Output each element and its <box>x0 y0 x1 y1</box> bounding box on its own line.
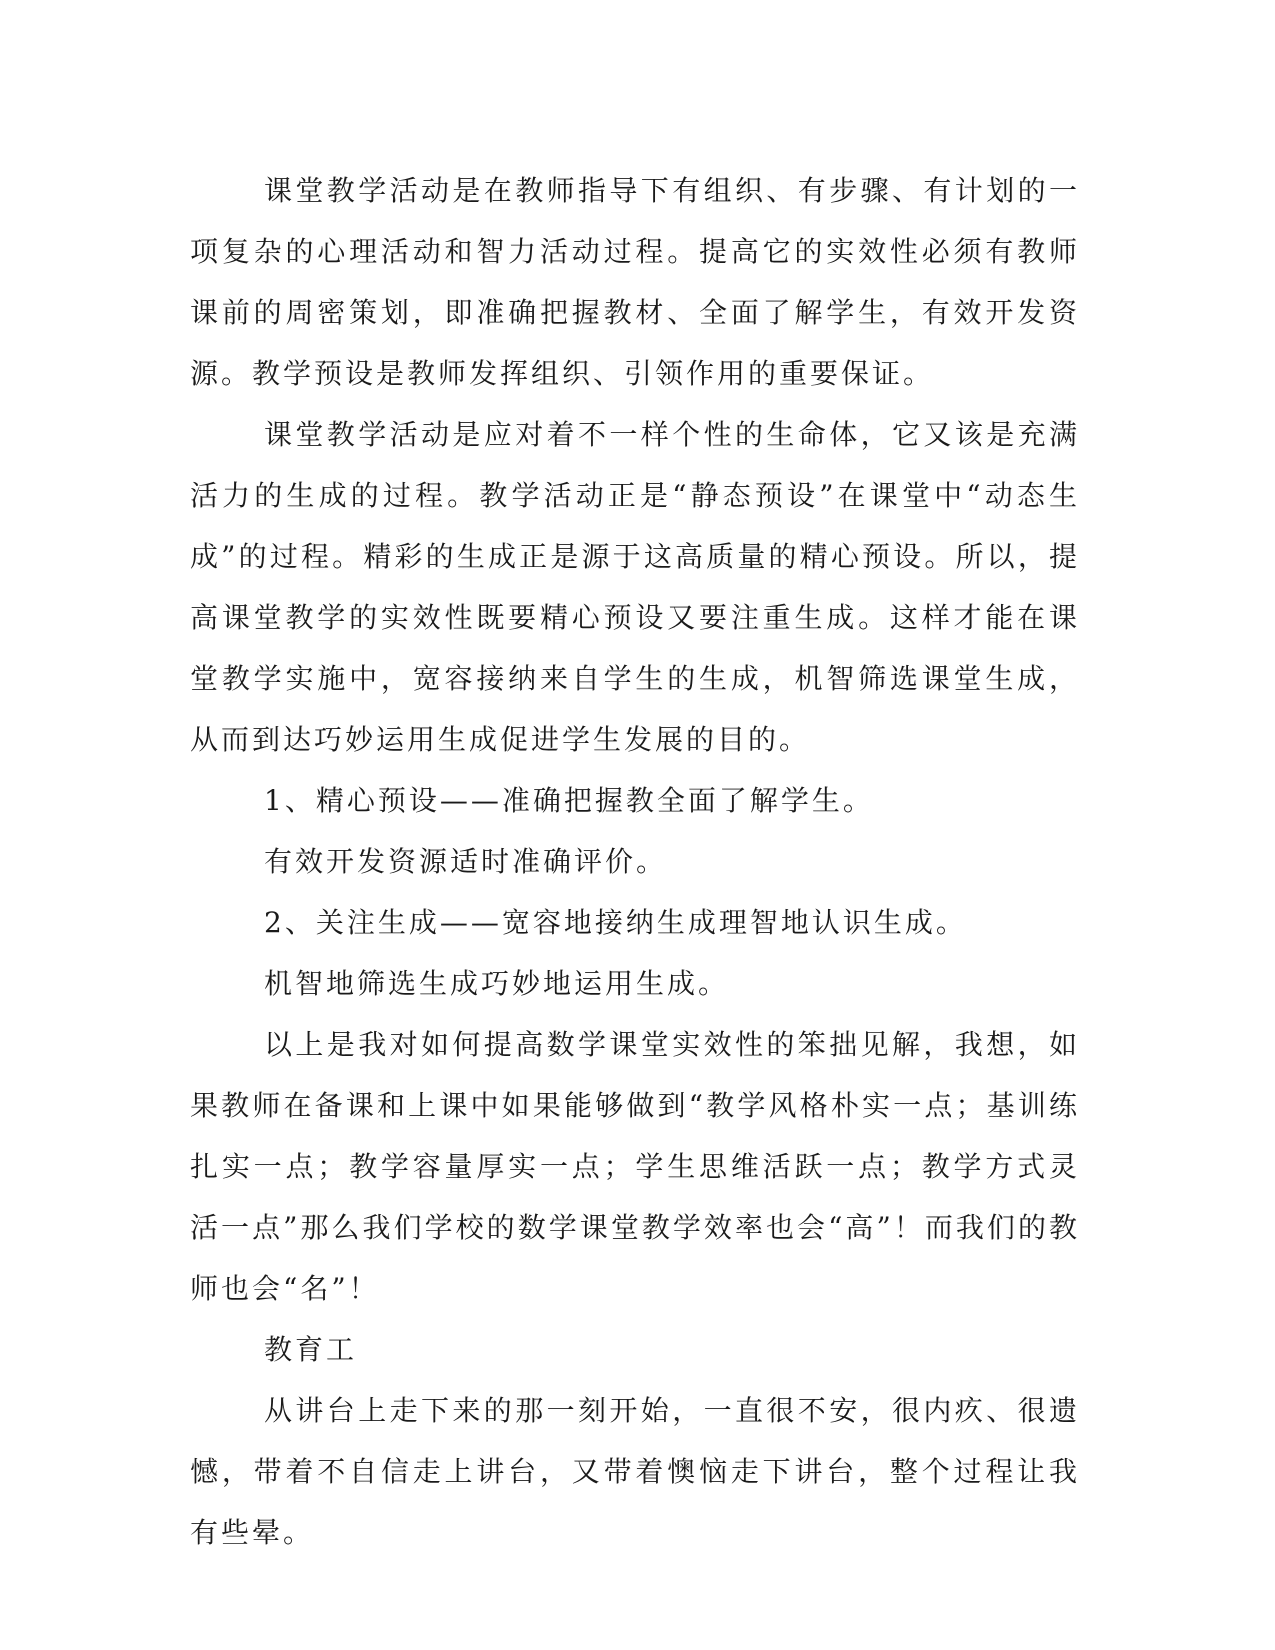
paragraph-lesson-planning: 课堂教学活动是在教师指导下有组织、有步骤、有计划的一项复杂的心理活动和智力活动过程。提高它的实效性必须有教师课前的周密策划，即准确把握教材、全面了解学生，有效开发资源。教学预设是教师发挥组织、引领作用的重要保证。 <box>190 174 1080 390</box>
document-body <box>190 160 1080 1563</box>
paragraph-reflection: 从讲台上走下来的那一刻开始，一直很不安，很内疚、很遗憾，带着不自信走上讲台，又带着懊恼走下讲台，整个过程让我有些晕。 <box>190 1394 1080 1549</box>
list-item-resources-evaluation: 有效开发资源适时准确评价。 <box>264 845 668 878</box>
section-heading-education: 教育工 <box>264 1333 358 1366</box>
list-item-focus-generation: 2、关注生成——宽容地接纳生成理智地认识生成。 <box>264 906 967 939</box>
list-item-screen-generation: 机智地筛选生成巧妙地运用生成。 <box>264 967 730 1000</box>
paragraph-generation-process: 课堂教学活动是应对着不一样个性的生命体，它又该是充满活力的生成的过程。教学活动正是“静态预设”在课堂中“动态生成”的过程。精彩的生成正是源于这高质量的精心预设。所以，提高课堂教学的实效性既要精心预设又要注重生成。这样才能在课堂教学实施中，宽容接纳来自学生的生成，机智筛选课堂生成，从而到达巧妙运用生成促进学生发展的目的。 <box>190 418 1080 756</box>
paragraph-conclusion: 以上是我对如何提高数学课堂实效性的笨拙见解，我想，如果教师在备课和上课中如果能够做到“教学风格朴实一点；基训练扎实一点；教学容量厚实一点；学生思维活跃一点；教学方式灵活一点”那么我们学校的数学课堂教学效率也会“高”！而我们的教师也会“名”！ <box>190 1028 1080 1305</box>
list-item-careful-preset: 1、精心预设——准确把握教全面了解学生。 <box>264 784 874 817</box>
